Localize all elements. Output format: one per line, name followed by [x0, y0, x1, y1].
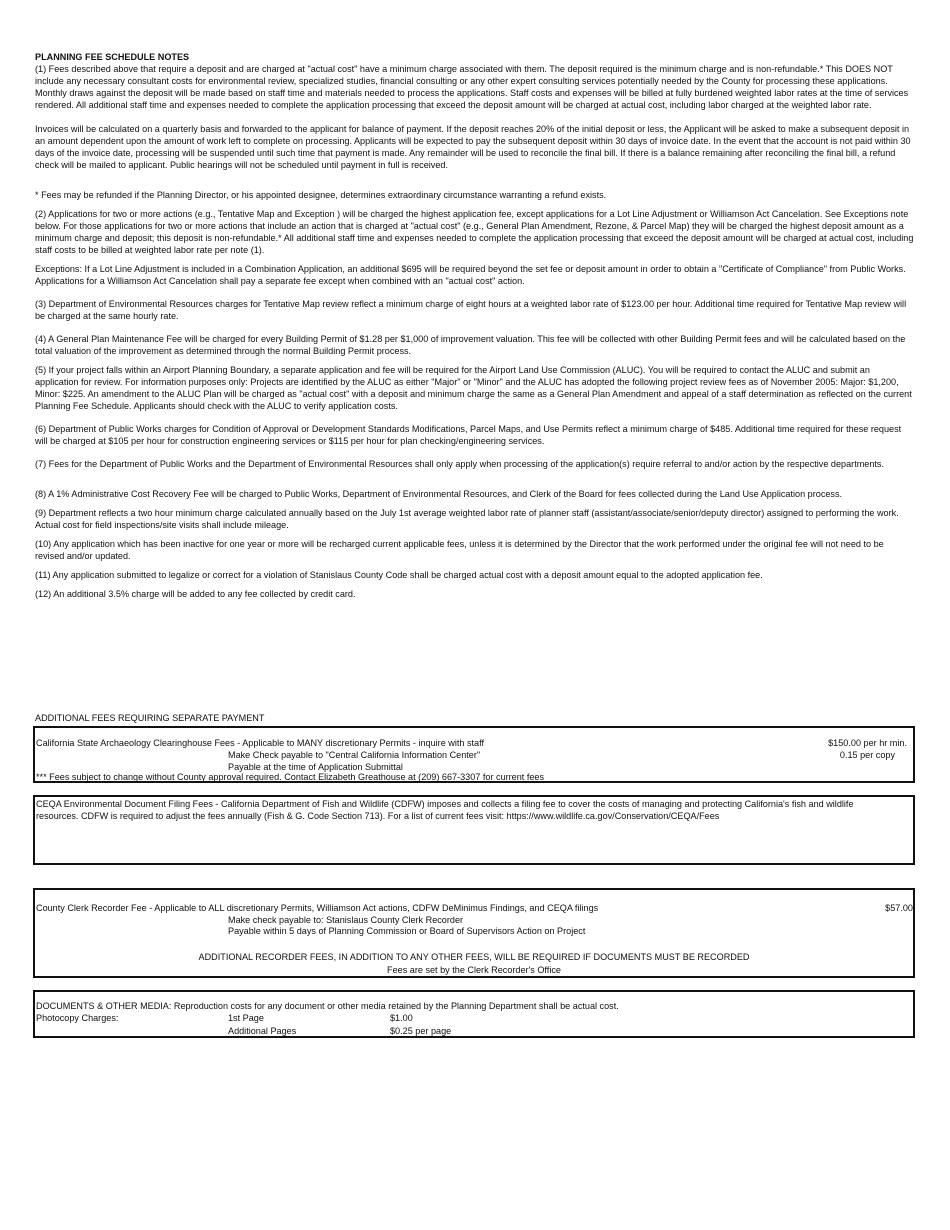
recorder-line-3: Payable within 5 days of Planning Commission or Board of Supervisors Action on Project: [228, 926, 586, 936]
recorder-line-2: Make check payable to: Stanislaus County Clerk Recorder: [228, 915, 464, 925]
ceqa-fee-box: [33, 795, 915, 865]
note-6: (6) Department of Public Works charges for Condition of Approval or Development Standards Modifications, Parcel Maps, and Use Permits reflect a minimum charge of $485. Additional time required for these request will be charged at $105 per hour for construction engineering services or $115 per hour for plan checking/engineering services.: [35, 424, 902, 446]
notes-section: [35, 51, 915, 600]
archaeology-hourly-fee: $150.00 per hr min.: [828, 738, 907, 748]
archaeology-line-3: Payable at the time of Application Submittal: [228, 762, 403, 772]
note-7: (7) Fees for the Department of Public Works and the Department of Environmental Resources shall only apply when processing of the application(s) require referral to and/or action by the respective departments.: [35, 459, 885, 469]
recorder-additional-notice: ADDITIONAL RECORDER FEES, IN ADDITION TO ANY OTHER FEES, WILL BE REQUIRED IF DOCUMENTS MUST BE RECORDED: [198, 952, 750, 962]
photocopy-label: Photocopy Charges:: [36, 1013, 119, 1023]
note-12: (12) An additional 3.5% charge will be added to any fee collected by credit card.: [35, 589, 356, 599]
recorder-fee-box: [33, 888, 915, 978]
note-4: (4) A General Plan Maintenance Fee will be charged for every Building Permit of $1.28 per $1,000 of improvement valuation. This fee will be collected with other Building Permit fees and will be calculated based on the total valuation of the improvement as determined through the normal Building Permit process.: [35, 334, 906, 356]
note-8: (8) A 1% Administrative Cost Recovery Fee will be charged to Public Works, Department of Environmental Resources, and Clerk of the Board for fees collected during the Land Use Application process.: [35, 489, 843, 499]
recorder-line-1: County Clerk Recorder Fee - Applicable to ALL discretionary Permits, Williamson Act actions, CDFW DeMinimus Findings, and CEQA filings: [36, 903, 599, 913]
first-page-label: 1st Page: [228, 1013, 264, 1023]
page-title: PLANNING FEE SCHEDULE NOTES: [35, 52, 190, 62]
additional-fees-heading: ADDITIONAL FEES REQUIRING SEPARATE PAYMENT: [35, 713, 265, 723]
archaeology-line-1: California State Archaeology Clearinghouse Fees - Applicable to MANY discretionary Permits - inquire with staff: [36, 738, 484, 748]
recorder-fees-set-note: Fees are set by the Clerk Recorder's Office: [387, 965, 561, 975]
archaeology-line-2: Make Check payable to "Central California Information Center": [228, 750, 481, 760]
archaeology-line-4: *** Fees subject to change without County approval required. Contact Elizabeth Greathouse at (209) 667-3307 for current fees: [36, 772, 545, 782]
archaeology-copy-fee: 0.15 per copy: [839, 750, 895, 760]
note-1: (1) Fees described above that require a deposit and are charged at "actual cost" have a minimum charge associated with them. The deposit required is the minimum charge and is non-refundable.* This DOES NOT include any necessary consultant costs for environmental review, specialized studies, financial consulting or any other expert consulting services potentially needed by the County for processing these applications. Monthly draws against the deposit will be made based on staff time and materials needed to process the applications. Staff costs and expenses will be billed at fully burdened weighted labor rates at the time of services rendered. All additional staff time and expenses needed to complete the application processing that exceed the deposit amount will be charged at actual cost, including labor charged at the weighted labor rate.: [35, 64, 909, 110]
note-9: (9) Department reflects a two hour minimum charge calculated annually based on the July 1st average weighted labor rate of planner staff (assistant/associate/senior/deputy director) assigned to performing the work. Actual cost for field inspections/site visits shall include mileage.: [35, 508, 899, 530]
note-3: (3) Department of Environmental Resources charges for Tentative Map review reflect a minimum charge of eight hours at a weighted labor rate of $123.00 per hour. Additional time required for Tentative Map review will be charged at the same hourly rate.: [35, 299, 907, 321]
ceqa-text: CEQA Environmental Document Filing Fees - California Department of Fish and Wildlife (CDFW) imposes and collects a filing fee to cover the costs of managing and protecting California's fish and wildlife resources. CDFW is required to adjust the fees annually (Fish & G. Code Section 713). For a list of current fees visit: https://www.wildlife.ca.gov/Conservation/CEQA/Fees: [36, 799, 854, 821]
note-refund: * Fees may be refunded if the Planning Director, or his appointed designee, determines extraordinary circumstance warranting a refund exists.: [35, 190, 607, 200]
note-11: (11) Any application submitted to legalize or correct for a violation of Stanislaus County Code shall be charged actual cost with a deposit amount equal to the adopted application fee.: [35, 570, 763, 580]
archaeology-fee-box: [33, 726, 915, 783]
note-5: (5) If your project falls within an Airport Planning Boundary, a separate application and fee will be required for the Airport Land Use Commission (ALUC). You will be required to contact the ALUC and submit an application for review. For information purposes only: Projects are identified by the ALUC as either "Major" or "Minor" and the ALUC has adopted the following project review fees as of November 2005: Major: $1,200, Minor: $225. An amendment to the ALUC Plan will be charged as "actual cost" with a deposit and minimum charge the same as a General Plan Amendment and appeal of a staff determination as reflected on the current Planning Fee Schedule. Applicants should check with the ALUC to verify application costs.: [35, 365, 912, 411]
recorder-fee: $57.00: [885, 903, 913, 913]
note-2: (2) Applications for two or more actions (e.g., Tentative Map and Exception ) will be charged the highest application fee, except applications for a Lot Line Adjustment or Williamson Act Cancelation. See Exceptions note below. For those applications for two or more actions that include an action that is charged at "actual cost" (e.g., General Plan Amendment, Rezone, & Parcel Map) they will be charged the highest deposit amount as a minimum charge and deposit; this deposit is non-refundable.* All additional staff time and expenses needed to complete the application processing that exceed the deposit amount will be charged at actual cost, including staff costs to be billed at weighted labor rate per note (1).: [35, 209, 914, 255]
note-invoices: Invoices will be calculated on a quarterly basis and forwarded to the applicant for balance of payment. If the deposit reaches 20% of the initial deposit or less, the Applicant will be asked to make a subsequent deposit in an amount dependent upon the amount of work left to complete on processing. Applicants will be expected to pay the subsequent deposit within 30 days of invoice date. In the event that the account is not paid within 30 days of the invoice date, processing will be suspended until such time that payment is made. Any remainder will be used to reconcile the final bill. If there is a balance remaining after reconciling the final bill, a refund check will be mailed to applicant. Public hearings will not be scheduled until payment in full is received.: [35, 124, 911, 170]
documents-fee-box: [33, 990, 915, 1038]
documents-line-1: DOCUMENTS & OTHER MEDIA: Reproduction costs for any document or other media retained by the Planning Department shall be actual cost.: [36, 1001, 619, 1011]
first-page-value: $1.00: [390, 1013, 413, 1023]
note-exceptions: Exceptions: If a Lot Line Adjustment is included in a Combination Application, an additional $695 will be required beyond the set fee or deposit amount in order to obtain a "Certificate of Compliance" from Public Works. Applications for a Williamson Act Cancelation shall pay a separate fee except when combined with an "actual cost" action.: [35, 264, 906, 286]
note-10: (10) Any application which has been inactive for one year or more will be recharged current applicable fees, unless it is determined by the Director that the work performed under the original fee will not need to be revised and/or updated.: [35, 539, 884, 561]
additional-pages-label: Additional Pages: [228, 1026, 297, 1036]
additional-pages-value: $0.25 per page: [390, 1026, 452, 1036]
